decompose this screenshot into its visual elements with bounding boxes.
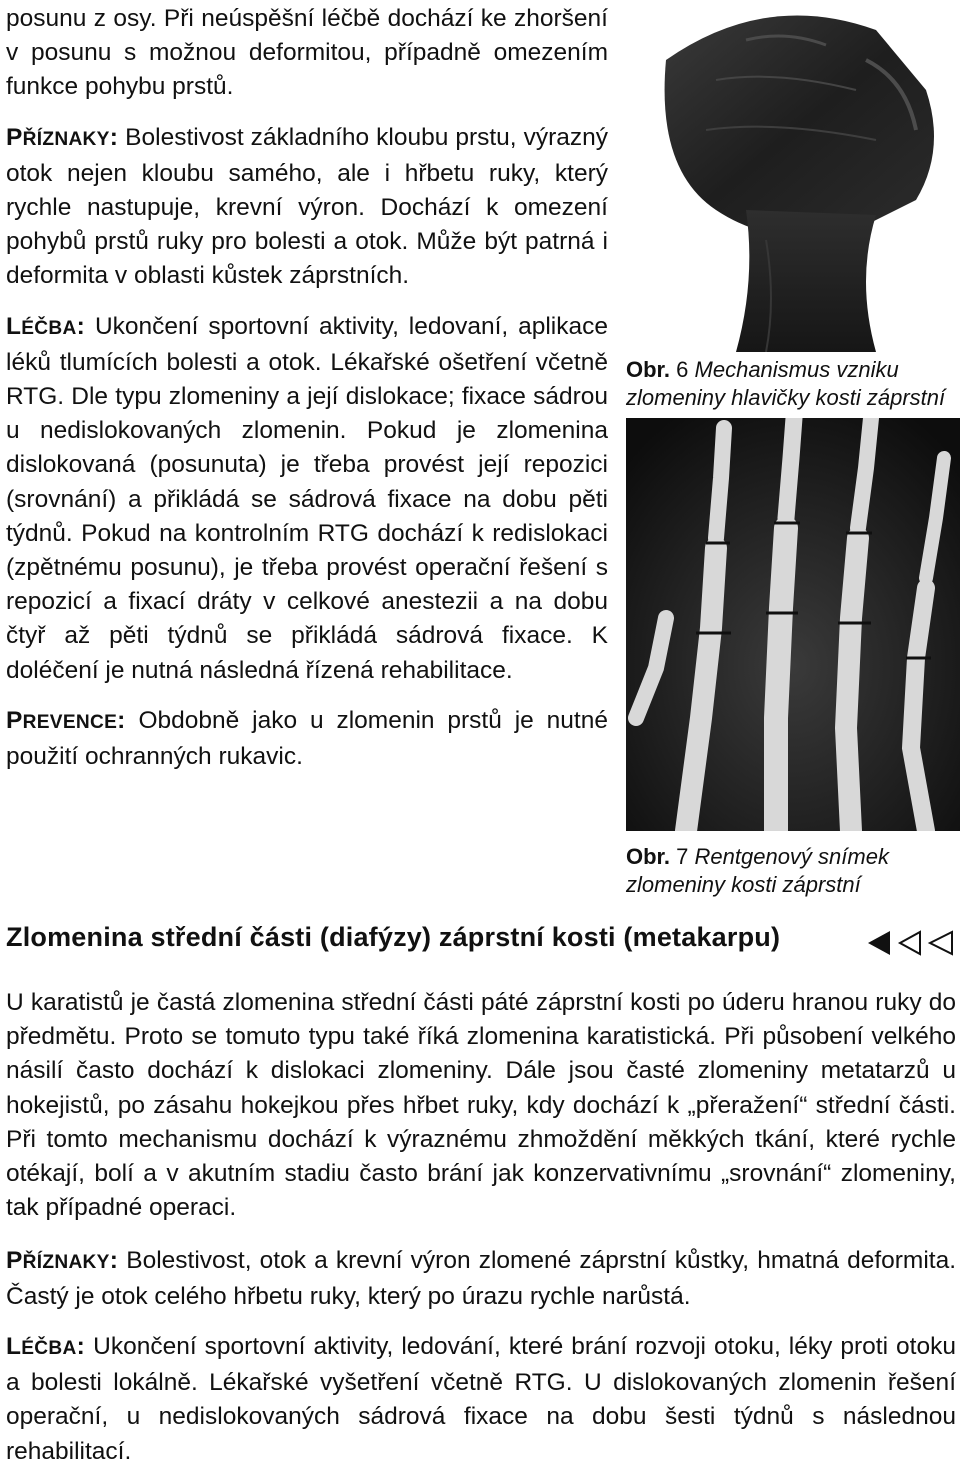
section-heading: Zlomenina střední části (diafýzy) záprstní kosti (metakarpu) (6, 922, 781, 952)
section-symptoms-text: Bolestivost, otok a krevní výron zlomené záprstní kůstky, hmatná deformita. Častý je otok celého hřbetu ruky, který po úrazu rychle narůstá. (6, 1247, 956, 1311)
paragraph-prevention (6, 704, 608, 774)
figure-7-prefix: Obr. (626, 844, 671, 869)
section-arrows-icon (868, 930, 956, 956)
prevention-label: PREVENCE: (6, 706, 126, 734)
section-treatment-text: Ukončení sportovní aktivity, ledování, které brání rozvoji otoku, léky proti otoku a bolesti lokálně. Lékařské vyšetření včetně RTG. U dislokovaných zlomenin řešení operační, u nedislokovaných sádrová fixace na dobu šesti týdnů s následnou rehabilitací. (6, 1333, 956, 1464)
section-treatment-label: LÉČBA: (6, 1333, 86, 1360)
treatment-label: LÉČBA: (6, 312, 86, 340)
paragraph-continuation: posunu z osy. Při neúspěšní léčbě dochází ke zhoršení v posunu s možnou deformitou, případně omezením funkce pohybu prstů. (6, 5, 608, 101)
paragraph-symptoms (6, 121, 608, 294)
left-column-text (6, 2, 608, 790)
treatment-text: Ukončení sportovní aktivity, ledovaní, aplikace léků tlumících bolesti a otok. Lékařské ošetření včetně RTG. Dle typu zlomeniny a její dislokace; fixace sádrou u nedislokovaných zlomenin. Pokud je zlomenina dislokovaná (posunuta) je třeba provést její repozici (srovnání) a přikládá se sádrová fixace na dobu pěti týdnů. Pokud na kontrolním RTG dochází k redislokaci (zpětnému posunu), je třeba provést operační řešení s repozicí a fixací dráty v celkové anestezii a na dobu čtyř až pěti týdnů se přikládá sádrová fixace. K doléčení je nutná následná řízená rehabilitace. (6, 312, 608, 684)
figure-7-caption (626, 843, 960, 899)
section-paragraph-intro: U karatistů je častá zlomenina střední části páté záprstní kosti po úderu hranou ruky do předmětu. Proto se tomuto typu také říká zlomenina karatistická. Při působení velkého násilí často dochází k dislokaci zlomeniny. Dále jsou časté zlomeniny metatarzů u hokejistů, po zásahu hokejkou přes hřbet ruky, kdy dochází k „přeražení“ střední části. Při tomto mechanismu dochází k výraznému zhmoždění měkkých tkání, které rychle otékají, bolí a v akutním stadiu často brání jak konzervativnímu „srovnání“ zlomeniny, tak případné operaci. (6, 989, 956, 1222)
symptoms-text: Bolestivost základního kloubu prstu, výrazný otok nejen kloubu samého, ale i hřbetu ruky, který rychle nastupuje, krevní výron. Dochází k omezení pohybů prstů ruky pro bolesti a otok. Může být patrná i deformita v oblasti kůstek záprstních. (6, 123, 608, 290)
fist-photo (626, 0, 960, 352)
figure-6-caption (626, 356, 960, 412)
fist-illustration (626, 0, 960, 352)
section-paragraph-symptoms (6, 1244, 956, 1314)
figure-6-number: 6 (676, 357, 689, 382)
figure-7-text: Rentgenový snímek zlomeniny kosti záprstní (626, 844, 889, 897)
figure-7-number: 7 (676, 844, 689, 869)
xray-bones-illustration (626, 418, 960, 831)
xray-image (626, 418, 960, 831)
section-paragraph-treatment (6, 1330, 956, 1464)
prevention-text: Obdobně jako u zlomenin prstů je nutné použití ochranných rukavic. (6, 706, 608, 771)
paragraph-treatment (6, 310, 608, 688)
symptoms-label: PŘÍZNAKY: (6, 123, 119, 151)
figure-6-prefix: Obr. (626, 357, 671, 382)
section-symptoms-label: PŘÍZNAKY: (6, 1247, 119, 1274)
figure-6-text: Mechanismus vzniku zlomeniny hlavičky kosti záprstní (626, 357, 946, 410)
